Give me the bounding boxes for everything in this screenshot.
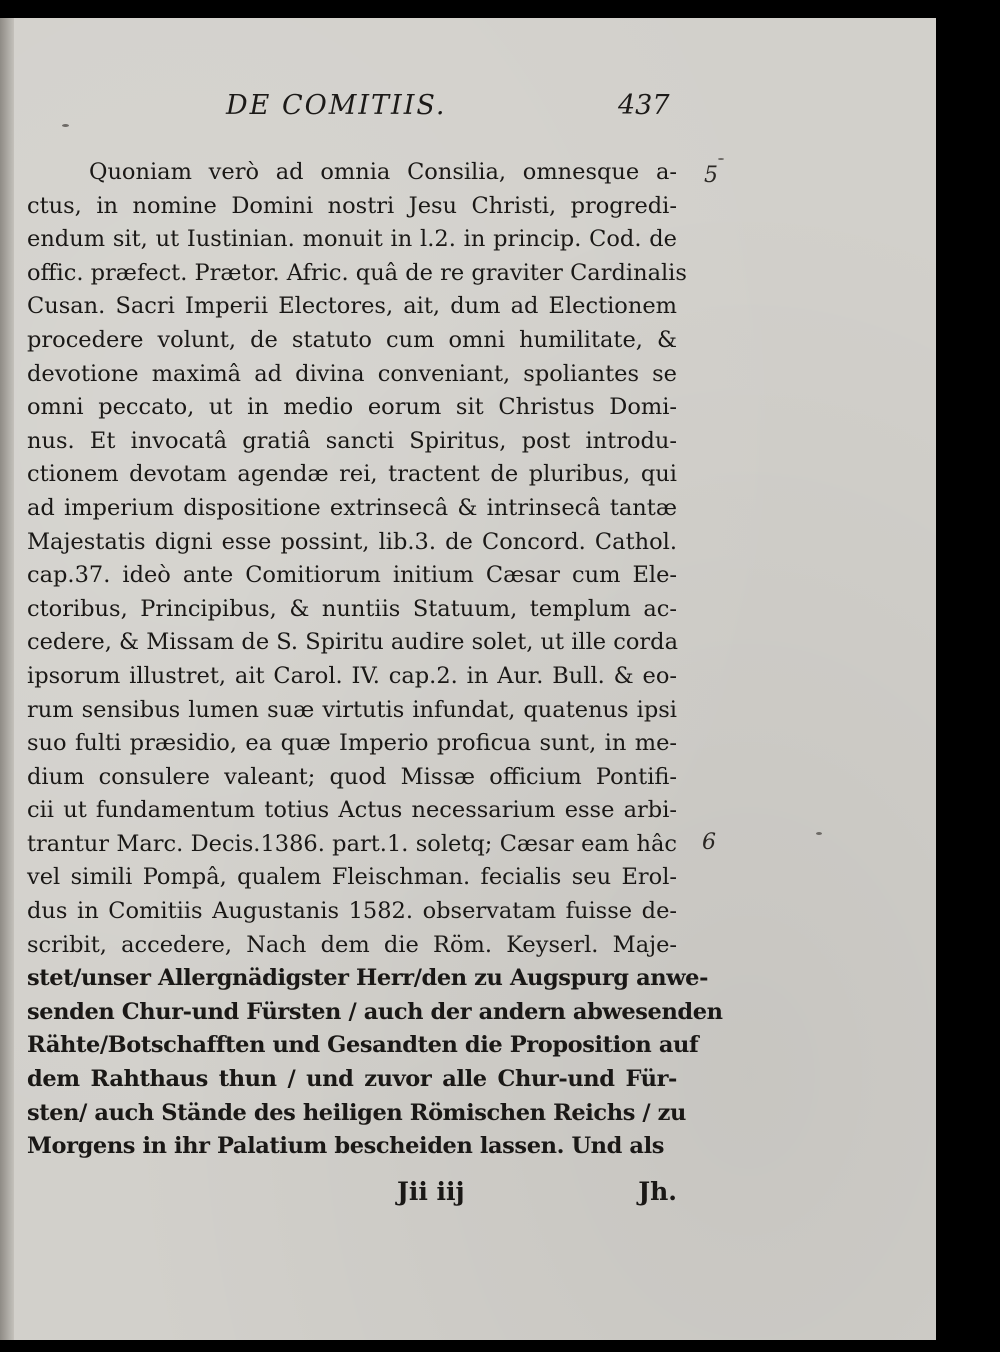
text-line: Quoniam verò ad omnia Consilia, omnesque a- [89, 159, 677, 185]
page-gutter [0, 18, 14, 1340]
text-line: offic. præfect. Prætor. Afric. quâ de re graviter Cardinalis [27, 259, 687, 286]
text-line: scribit, accedere, Nach dem die Röm. Keyserl. Maje- [27, 931, 677, 958]
text-line: vel simili Pompâ, qualem Fleischman. fecialis seu Erol- [27, 864, 677, 891]
text-line: ctus, in nomine Domini nostri Jesu Christi, progredi- [27, 192, 677, 219]
text-line: dus in Comitiis Augustanis 1582. observatam fuisse de- [27, 898, 677, 925]
text-line: cap.37. ideò ante Comitiorum initium Cæsar cum Ele- [27, 562, 677, 589]
catchword: Jh. [638, 1177, 677, 1206]
text-line: devotione maximâ ad divina conveniant, spoliantes se [27, 360, 677, 387]
ink-speck [816, 832, 822, 835]
text-line: dium consulere valeant; quod Missæ officium Pontifi- [27, 763, 677, 790]
ink-speck [718, 158, 724, 160]
page-number: 437 [618, 90, 670, 121]
body-text [27, 156, 723, 1164]
fraktur-line: Morgens in ihr Palatium bescheiden lassen. Und als [27, 1133, 664, 1160]
text-line: omni peccato, ut in medio eorum sit Christus Domi- [27, 394, 677, 421]
text-line: ctionem devotam agendæ rei, tractent de pluribus, qui [27, 461, 677, 488]
page-footer [27, 1177, 677, 1213]
text-line: procedere volunt, de statuto cum omni humilitate, & [27, 326, 677, 353]
text-line: cii ut fundamentum totius Actus necessarium esse arbi- [27, 797, 677, 824]
page-header [0, 90, 936, 130]
fraktur-line: senden Chur-und Fürsten / auch der andern abwesenden [27, 998, 723, 1025]
margin-note-5: 5 [704, 163, 718, 188]
running-head: DE COMITIIS. [226, 90, 447, 121]
text-line: Majestatis digni esse possint, lib.3. de Concord. Cathol. [27, 528, 677, 555]
text-line: cedere, & Missam de S. Spiritu audire solet, ut ille corda [27, 629, 678, 656]
signature-mark: Jii iij [397, 1177, 465, 1206]
text-line: nus. Et invocatâ gratiâ sancti Spiritus, post introdu- [27, 427, 677, 454]
text-line: ipsorum illustret, ait Carol. IV. cap.2. in Aur. Bull. & eo- [27, 662, 677, 689]
margin-note-6: 6 [702, 830, 716, 855]
fraktur-line: sten/ auch Stände des heiligen Römischen Reichs / zu [27, 1099, 686, 1126]
text-line: rum sensibus lumen suæ virtutis infundat, quatenus ipsi [27, 696, 677, 723]
text-line: endum sit, ut Iustinian. monuit in l.2. in princip. Cod. de [27, 226, 677, 253]
fraktur-line: dem Rahthaus thun / und zuvor alle Chur-und Für- [27, 1066, 677, 1093]
text-line: Cusan. Sacri Imperii Electores, ait, dum ad Electionem [27, 293, 677, 320]
fraktur-line: stet/unser Allergnädigster Herr/den zu Augspurg anwe- [27, 965, 709, 992]
book-page [0, 18, 936, 1340]
text-line: ad imperium dispositione extrinsecâ & intrinsecâ tantæ [27, 494, 677, 521]
text-line: suo fulti præsidio, ea quæ Imperio proficua sunt, in me- [27, 730, 677, 757]
text-line: trantur Marc. Decis.1386. part.1. soletq; Cæsar eam hâc [27, 830, 677, 857]
text-line: ctoribus, Principibus, & nuntiis Statuum, templum ac- [27, 595, 677, 622]
fraktur-line: Rähte/Botschafften und Gesandten die Proposition auf [27, 1032, 699, 1059]
